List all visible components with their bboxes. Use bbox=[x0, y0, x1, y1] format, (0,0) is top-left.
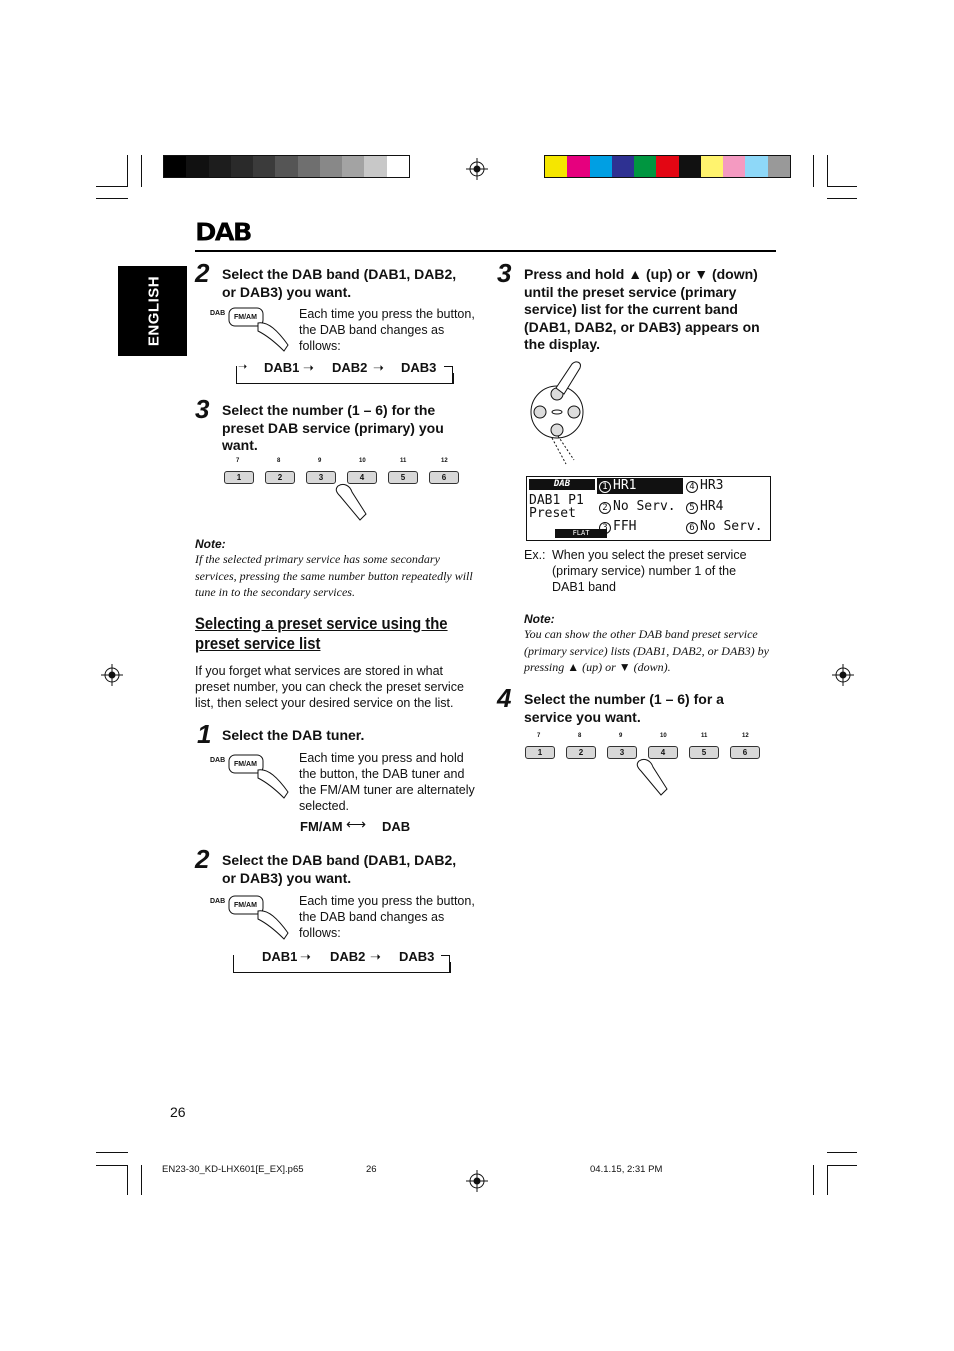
toggle-dab: DAB bbox=[382, 819, 411, 834]
page-number: 26 bbox=[170, 1104, 186, 1120]
calibration-swatch bbox=[656, 156, 678, 177]
calibration-swatch bbox=[298, 156, 320, 177]
note-heading: Note: bbox=[524, 612, 555, 626]
step-number: 3 bbox=[497, 258, 512, 288]
slot-name: HR1 bbox=[613, 478, 637, 493]
footer-date: 04.1.15, 2:31 PM bbox=[590, 1164, 663, 1175]
example-text: When you select the preset service (primary service) number 1 of the DAB1 band bbox=[552, 548, 747, 594]
preset-secondary-number: 11 bbox=[701, 733, 708, 739]
lcd-slot-3 bbox=[597, 519, 636, 535]
calibration-swatch bbox=[679, 156, 701, 177]
preset-secondary-number: 8 bbox=[277, 458, 281, 464]
section-intro: If you forget what services are stored in what preset number, you can check the preset service list, then select your desired service on the list. bbox=[195, 664, 464, 710]
calibration-swatch bbox=[253, 156, 275, 177]
calibration-swatch bbox=[275, 156, 297, 177]
band-dab3: DAB3 bbox=[401, 360, 437, 375]
slot-number: 2 bbox=[599, 502, 611, 514]
note-heading: Note: bbox=[195, 537, 226, 551]
preset-secondary-number: 9 bbox=[318, 458, 322, 464]
preset-button-6[interactable]: 6 bbox=[730, 746, 760, 759]
crop-mark bbox=[827, 186, 857, 187]
crop-mark bbox=[827, 155, 828, 187]
calibration-swatch bbox=[567, 156, 589, 177]
arrow-right-icon: ➝ bbox=[238, 361, 248, 373]
loop-right-tick bbox=[444, 366, 453, 367]
crop-mark bbox=[141, 155, 142, 187]
calibration-swatch bbox=[342, 156, 364, 177]
crop-mark bbox=[813, 155, 814, 187]
preset-button-3[interactable]: 3 bbox=[306, 471, 336, 484]
slot-name: HR3 bbox=[700, 478, 724, 493]
preset-button-4[interactable]: 4 bbox=[648, 746, 678, 759]
arrow-right-icon: ➝ bbox=[370, 949, 381, 964]
fm-am-label: FM/AM bbox=[234, 902, 257, 909]
lcd-eq: FLAT bbox=[555, 529, 607, 538]
lcd-slot-1 bbox=[597, 478, 683, 494]
calibration-swatch bbox=[186, 156, 208, 177]
calibration-swatch bbox=[164, 156, 186, 177]
step-title: Press and hold ▲ (up) or ▼ (down) until the preset service (primary service) list for the current band (DAB1, DAB2, or DAB3) appears on the display. bbox=[524, 266, 760, 352]
calibration-swatch bbox=[545, 156, 567, 177]
crop-mark bbox=[827, 1165, 857, 1166]
crop-mark bbox=[827, 198, 857, 199]
band-dab1: DAB1 bbox=[262, 949, 298, 964]
lcd-badge: DAB bbox=[529, 479, 595, 490]
loop-right-edge bbox=[452, 366, 453, 383]
calibration-swatch bbox=[634, 156, 656, 177]
step-title: Select the number (1 – 6) for the preset DAB service (primary) you want. bbox=[222, 402, 444, 453]
double-arrow-icon: ⟷ bbox=[346, 816, 367, 832]
crop-mark bbox=[127, 1165, 128, 1195]
registration-mark-icon bbox=[101, 664, 123, 686]
dab-label: DAB bbox=[210, 310, 226, 317]
slot-name: FFH bbox=[613, 519, 637, 534]
loop-right-edge bbox=[449, 955, 450, 972]
fm-am-label: FM/AM bbox=[234, 314, 257, 321]
crop-mark bbox=[827, 1165, 828, 1195]
dab-logo: DAB bbox=[195, 218, 251, 248]
crop-mark bbox=[813, 1165, 814, 1195]
section-heading: Selecting a preset service using the preset service list bbox=[195, 615, 448, 653]
crop-mark bbox=[827, 1152, 857, 1153]
finger-press-icon bbox=[332, 480, 374, 522]
registration-mark-icon bbox=[466, 158, 488, 180]
preset-secondary-number: 8 bbox=[578, 733, 582, 739]
footer-page: 26 bbox=[366, 1164, 377, 1175]
preset-button-5[interactable]: 5 bbox=[689, 746, 719, 759]
example-prefix: Ex.: bbox=[524, 548, 546, 562]
preset-secondary-number: 9 bbox=[619, 733, 623, 739]
dab-label: DAB bbox=[210, 757, 226, 764]
lcd-band: DAB1 P1 bbox=[529, 493, 584, 508]
crop-mark bbox=[96, 1152, 128, 1153]
band-dab2: DAB2 bbox=[330, 949, 366, 964]
slot-number: 5 bbox=[686, 502, 698, 514]
step-body: Each time you press the button, the DAB band changes as follows: bbox=[299, 894, 475, 940]
band-dab2: DAB2 bbox=[332, 360, 368, 375]
preset-button-4[interactable]: 4 bbox=[347, 471, 377, 484]
preset-button-5[interactable]: 5 bbox=[388, 471, 418, 484]
grayscale-calibration-bar bbox=[163, 155, 410, 178]
preset-button-6[interactable]: 6 bbox=[429, 471, 459, 484]
calibration-swatch bbox=[209, 156, 231, 177]
arrow-right-icon: ➝ bbox=[373, 360, 384, 375]
calibration-swatch bbox=[387, 156, 409, 177]
step-title: Select the DAB band (DAB1, DAB2, or DAB3) you want. bbox=[222, 852, 457, 886]
arrow-right-icon: ➝ bbox=[303, 360, 314, 375]
control-dial-press-icon bbox=[528, 358, 590, 466]
loop-left-edge bbox=[236, 366, 237, 383]
lcd-slot-4 bbox=[684, 478, 723, 494]
preset-secondary-number: 12 bbox=[441, 458, 448, 464]
preset-secondary-number: 12 bbox=[742, 733, 749, 739]
calibration-swatch bbox=[231, 156, 253, 177]
slot-name: HR4 bbox=[700, 499, 724, 514]
calibration-swatch bbox=[745, 156, 767, 177]
slot-number: 3 bbox=[599, 522, 611, 534]
calibration-swatch bbox=[612, 156, 634, 177]
preset-button-3[interactable]: 3 bbox=[607, 746, 637, 759]
lcd-slot-5 bbox=[684, 499, 723, 515]
calibration-swatch bbox=[701, 156, 723, 177]
registration-mark-icon bbox=[466, 1170, 488, 1192]
step-body: Each time you press and hold the button, the DAB tuner and the FM/AM tuner are alternately selected. bbox=[299, 751, 475, 813]
preset-button-2[interactable]: 2 bbox=[566, 746, 596, 759]
lcd-slot-2 bbox=[597, 499, 676, 515]
lcd-slot-6 bbox=[684, 519, 763, 535]
preset-button-1[interactable]: 1 bbox=[525, 746, 555, 759]
preset-button-2[interactable]: 2 bbox=[265, 471, 295, 484]
lcd-display bbox=[526, 476, 771, 541]
step-number: 4 bbox=[497, 683, 512, 713]
registration-mark-icon bbox=[832, 664, 854, 686]
step-number: 1 bbox=[197, 719, 212, 749]
crop-mark bbox=[141, 1165, 142, 1195]
crop-mark bbox=[96, 198, 128, 199]
footer-file: EN23-30_KD-LHX601[E_EX].p65 bbox=[162, 1164, 304, 1175]
preset-secondary-number: 7 bbox=[537, 733, 541, 739]
calibration-swatch bbox=[768, 156, 790, 177]
slot-name: No Serv. bbox=[700, 519, 763, 534]
language-tab bbox=[118, 266, 187, 356]
band-dab1: DAB1 bbox=[264, 360, 300, 375]
preset-secondary-number: 11 bbox=[400, 458, 407, 464]
calibration-swatch bbox=[320, 156, 342, 177]
crop-mark bbox=[96, 1165, 128, 1166]
header-rule bbox=[195, 250, 776, 252]
step-title: Select the DAB tuner. bbox=[222, 727, 365, 743]
slot-number: 6 bbox=[686, 522, 698, 534]
preset-secondary-number: 7 bbox=[236, 458, 240, 464]
preset-secondary-number: 10 bbox=[359, 458, 366, 464]
preset-secondary-number: 10 bbox=[660, 733, 667, 739]
fm-am-label: FM/AM bbox=[234, 761, 257, 768]
arrow-right-icon: ➝ bbox=[300, 949, 311, 964]
toggle-fm-am: FM/AM bbox=[300, 819, 343, 834]
step-title: Select the DAB band (DAB1, DAB2, or DAB3) you want. bbox=[222, 266, 457, 300]
language-label: ENGLISH bbox=[145, 275, 163, 347]
slot-number: 4 bbox=[686, 481, 698, 493]
loop-left-edge bbox=[233, 955, 234, 972]
crop-mark bbox=[127, 155, 128, 187]
finger-press-icon bbox=[633, 755, 675, 797]
slot-number: 1 bbox=[599, 481, 611, 493]
slot-name: No Serv. bbox=[613, 499, 676, 514]
step-body: Each time you press the button, the DAB band changes as follows: bbox=[299, 307, 475, 353]
calibration-swatch bbox=[364, 156, 386, 177]
band-dab3: DAB3 bbox=[399, 949, 435, 964]
crop-mark bbox=[96, 186, 128, 187]
step-number: 2 bbox=[195, 258, 210, 288]
note-text: If the selected primary service has some secondary services, pressing the same number button repeatedly will tune in to the secondary services. bbox=[195, 552, 473, 599]
preset-button-1[interactable]: 1 bbox=[224, 471, 254, 484]
step-number: 2 bbox=[195, 844, 210, 874]
note-text: You can show the other DAB band preset service (primary service) lists (DAB1, DAB2, or DAB3) by pressing ▲ (up) or ▼ (down). bbox=[524, 627, 769, 674]
dab-label: DAB bbox=[210, 898, 226, 905]
lcd-mode: Preset bbox=[529, 506, 576, 521]
calibration-swatch bbox=[723, 156, 745, 177]
color-calibration-bar bbox=[544, 155, 791, 178]
step-number: 3 bbox=[195, 394, 210, 424]
calibration-swatch bbox=[590, 156, 612, 177]
step-title: Select the number (1 – 6) for a service you want. bbox=[524, 691, 724, 725]
loop-right-tick bbox=[441, 955, 450, 956]
